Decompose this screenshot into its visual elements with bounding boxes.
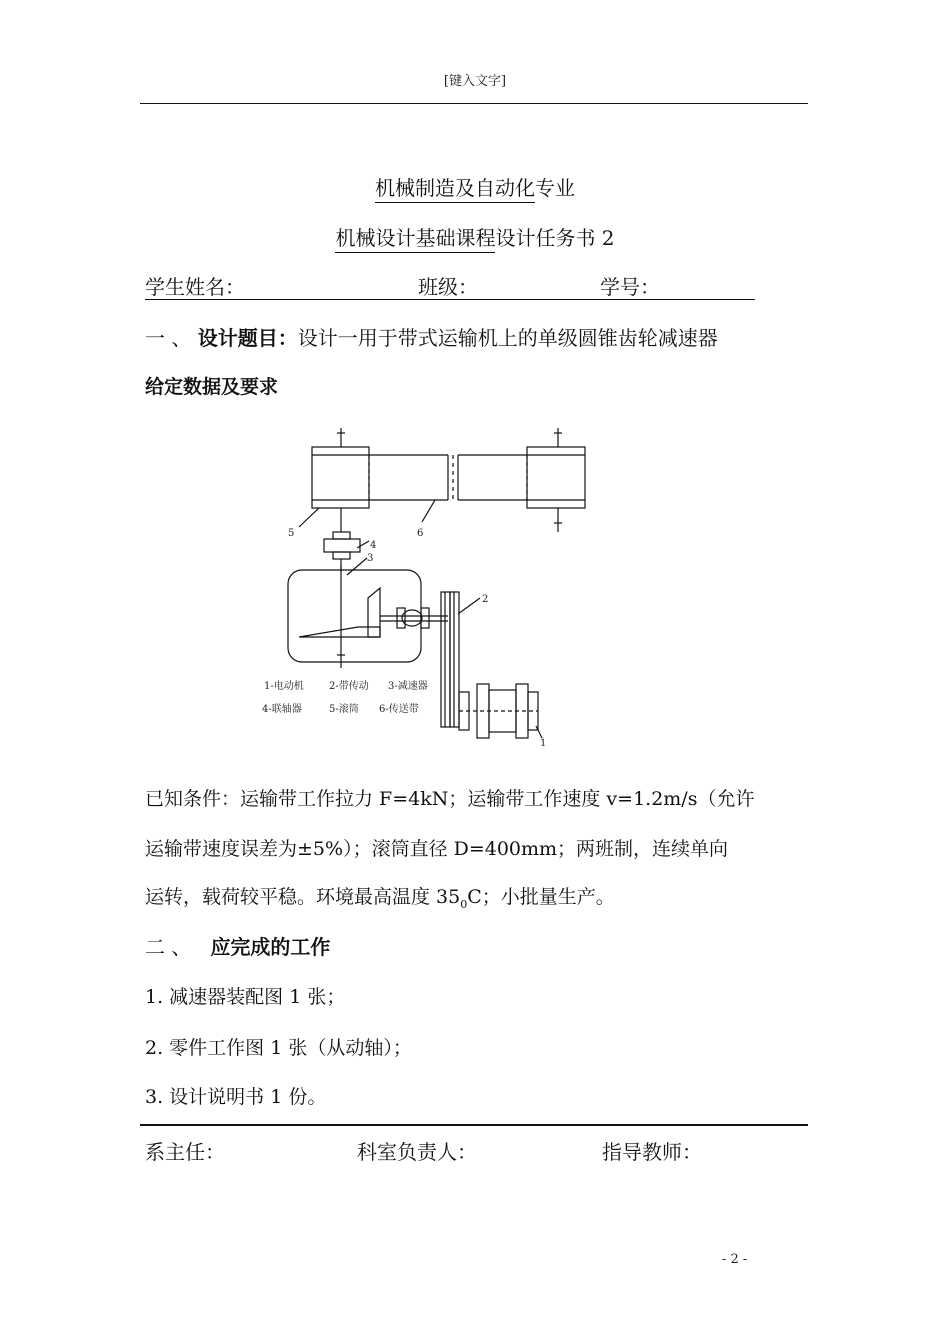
class-label: 班级： bbox=[418, 275, 478, 299]
course-name: 机械设计基础课程 bbox=[335, 226, 495, 253]
conveyor-belt bbox=[369, 455, 527, 500]
transmission-diagram bbox=[255, 420, 595, 755]
major-name: 机械制造及自动化 bbox=[375, 176, 535, 203]
page-header: [键入文字] bbox=[443, 74, 507, 89]
course-suffix: 设计任务书 2 bbox=[495, 226, 615, 250]
callout-2: 2 bbox=[482, 594, 489, 605]
drum-left bbox=[312, 428, 369, 532]
temperature-sub: 0 bbox=[460, 897, 468, 911]
drum-right bbox=[527, 428, 585, 532]
legend-coupling: 4-联轴器 bbox=[262, 704, 302, 715]
callout-1: 1 bbox=[540, 738, 547, 749]
section2-number: 二 、 bbox=[145, 935, 192, 959]
dept-head-label: 系主任： bbox=[145, 1140, 225, 1164]
conditions-line-2: 运输带速度误差为±5%）；滚筒直径 D=400mm；两班制，连续单向 bbox=[145, 838, 729, 860]
conditions-line-3-text: 运转，载荷较平稳。环境最高温度 35 bbox=[145, 886, 461, 908]
office-head-label: 科室负责人： bbox=[357, 1140, 477, 1164]
coupling bbox=[324, 532, 360, 572]
reducer-housing bbox=[288, 566, 448, 668]
student-name-label: 学生姓名： bbox=[145, 275, 245, 299]
section-design-topic bbox=[145, 322, 718, 351]
document-title-course bbox=[0, 222, 950, 251]
conditions-line-3 bbox=[145, 882, 810, 911]
electric-motor bbox=[459, 684, 538, 738]
callout-5: 5 bbox=[288, 528, 295, 539]
instructor-label: 指导教师： bbox=[602, 1140, 702, 1164]
conditions-line-1: 已知条件：运输带工作拉力 F=4kN；运输带工作速度 v=1.2m/s（允许 bbox=[145, 788, 755, 810]
section1-label: 设计题目： bbox=[197, 326, 298, 350]
callout-4: 4 bbox=[370, 540, 377, 551]
major-suffix: 专业 bbox=[535, 176, 575, 200]
legend-conveyor: 6-传送带 bbox=[379, 704, 419, 715]
section1-number: 一 、 bbox=[145, 326, 192, 350]
work-item-3: 3. 设计说明书 1 份。 bbox=[145, 1086, 327, 1108]
footer-rule bbox=[140, 1124, 808, 1126]
legend-motor: 1-电动机 bbox=[264, 681, 304, 692]
work-item-2: 2. 零件工作图 1 张（从动轴）； bbox=[145, 1037, 412, 1059]
legend-reducer: 3-减速器 bbox=[388, 681, 428, 692]
section1-text: 设计一用于带式运输机上的单级圆锥齿轮减速器 bbox=[297, 326, 718, 350]
legend-drum: 5-滚筒 bbox=[329, 704, 359, 715]
document-title-major bbox=[0, 172, 950, 201]
page-number: - 2 - bbox=[722, 1252, 748, 1267]
conditions-line-3-end: C；小批量生产。 bbox=[467, 886, 615, 908]
legend-belt-drive: 2-带传动 bbox=[329, 681, 369, 692]
student-id-label: 学号： bbox=[600, 275, 660, 299]
belt-drive bbox=[441, 592, 459, 727]
section2-label: 应完成的工作 bbox=[210, 935, 331, 959]
header-rule bbox=[140, 103, 808, 104]
section-required-work bbox=[145, 931, 330, 960]
work-item-1: 1. 减速器装配图 1 张； bbox=[145, 986, 346, 1008]
student-info-row bbox=[145, 271, 755, 300]
pulley-coupling bbox=[397, 608, 429, 628]
given-data-heading: 给定数据及要求 bbox=[145, 376, 279, 398]
callout-3: 3 bbox=[367, 553, 374, 564]
callout-6: 6 bbox=[417, 528, 424, 539]
